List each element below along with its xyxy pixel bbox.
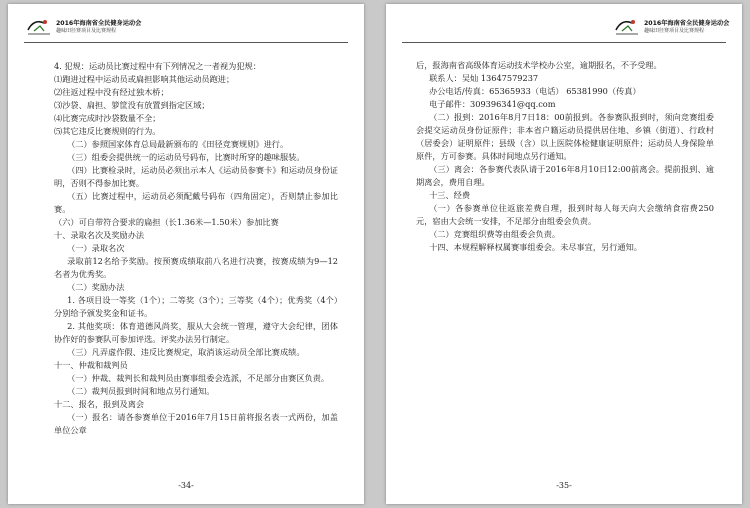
text-line: （一）录取名次	[67, 243, 125, 253]
text-line: （二）奖励办法	[67, 282, 125, 292]
text-line: （三）凡弄虚作假、违反比赛规定，取消该运动员全部比赛成绩。	[67, 347, 305, 357]
text-line: （四）比赛检录时，运动员必须出示本人《运动员参赛卡》和运动员身份证明，否则不得参加比赛。	[54, 165, 338, 188]
text-line: ⑴跑进过程中运动员或扁担影响其他运动员跑进；	[54, 74, 235, 84]
left-page-text	[54, 60, 338, 437]
text-line: ⑸其它违反比赛规则的行为。	[54, 126, 161, 136]
header-subtitle: 趣味田径赛项目及比赛规程	[644, 28, 705, 34]
page-number: -35-	[556, 481, 572, 490]
text-line: （五）比赛过程中，运动员必须配戴号码布（四角固定），否则禁止参加比赛。	[54, 191, 338, 214]
text-line: 十四、本规程解释权属赛事组委会。未尽事宜，另行通知。	[429, 242, 642, 252]
games-logo-icon	[26, 18, 52, 36]
page-number: -34-	[178, 481, 194, 490]
section-heading: 十三、经费	[429, 190, 471, 200]
text-line: 1. 各项目设一等奖（1个）；二等奖（3个）；三等奖（4个）；优秀奖（4个）分别给予颁发奖金和证书。	[54, 295, 338, 318]
text-line: （二）裁判员报到时间和地点另行通知。	[67, 386, 215, 396]
text-line: 后，报海南省高级体育运动技术学校办公室，逾期报名，不予受理。	[416, 60, 662, 70]
header-rule	[402, 42, 726, 43]
header-subtitle: 趣味田径赛项目及比赛规程	[56, 28, 117, 34]
text-line: 录取前12名给予奖励。按预赛成绩取前八名进行决赛，按赛成绩为9—12名者为优秀奖。	[54, 256, 338, 279]
text-line: （六）可自带符合要求的扁担（长1.36米—1.50米）参加比赛	[54, 217, 279, 227]
page-header	[26, 16, 142, 40]
text-line: （二）参照国家体育总局最新颁布的《田径竞赛规则》进行。	[67, 139, 289, 149]
right-page-text	[416, 59, 714, 254]
contact-email[interactable]: 电子邮件：309396341@qq.com	[429, 99, 556, 109]
text-line: （三）组委会提供统一的运动员号码布，比赛时所穿的趣味服装。	[67, 152, 305, 162]
section-heading: 十二、报名，报到及离会	[54, 399, 145, 409]
header-title: 2016年海南省全民健身运动会	[644, 20, 730, 27]
text-line: ⑶沙袋、扁担、箩筐没有放置到指定区域；	[54, 100, 210, 110]
text-line: ⑷比赛完成时沙袋数量不全；	[54, 113, 161, 123]
section-heading: 十、录取名次及奖励办法	[54, 230, 145, 240]
text-line: ⑵往返过程中没有经过独木桥；	[54, 87, 169, 97]
left-page	[8, 4, 364, 504]
text-line: （三）离会：各参赛代表队请于2016年8月10日12:00前离会。提前报到、逾期离会，费用自理。	[416, 164, 714, 187]
text-line: （二）报到：2016年8月7日18：00前报到。各参赛队报到时，须向竞赛组委会提交运动员身份证原件；非本省户籍运动员提供居住地、乡镇（街道）、行政村（居委会）证明原件；县级（含）以上医院体检健康证明原件；运动员人身保险单原件，方可参赛。具体时间地点另行通知。	[416, 112, 714, 161]
text-line: （一）仲裁、裁判长和裁判员由赛事组委会选派，不足部分由赛区负责。	[67, 373, 330, 383]
contact-phone: 办公电话/传真：65365933（电话） 65381990（传真）	[429, 86, 641, 96]
right-page	[386, 4, 742, 504]
header-rule	[24, 42, 348, 43]
page-header	[614, 16, 730, 40]
text-line: 2. 其他奖项：体育道德风尚奖，服从大会统一管理，遵守大会纪律，团体协作好的参赛队可参加评选。评奖办法另行制定。	[54, 321, 338, 344]
text-line: 4. 犯规：运动员比赛过程中有下列情况之一者视为犯规：	[54, 61, 261, 71]
text-line: （一）各参赛单位往返旅差费自理，报到时每人每天向大会缴纳食宿费250元，宿由大会统一安排，不足部分由组委会负责。	[416, 203, 714, 226]
text-line: （二）竞赛组织费等由组委会负责。	[429, 229, 561, 239]
header-title: 2016年海南省全民健身运动会	[56, 20, 142, 27]
games-logo-icon	[614, 18, 640, 36]
section-heading: 十一、仲裁和裁判员	[54, 360, 128, 370]
text-line: （一）报名：请各参赛单位于2016年7月15日前将报名表一式两份，加盖单位公章	[54, 412, 338, 435]
contact-name: 联系人：吴灿 13647579237	[429, 73, 539, 83]
